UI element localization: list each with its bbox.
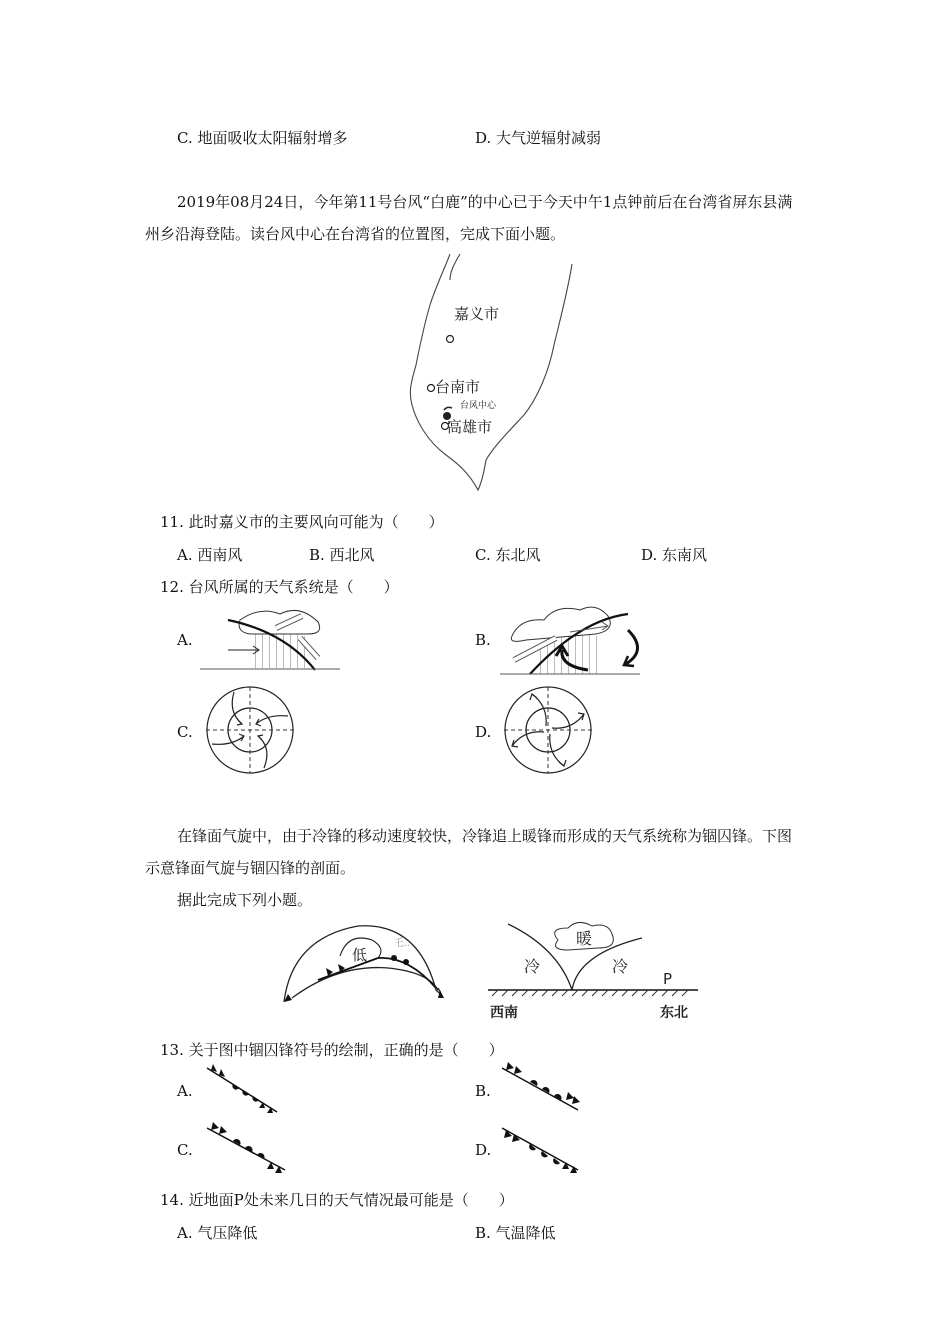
warm-air-label: 暖 — [576, 929, 593, 948]
taiwan-map — [400, 250, 590, 500]
point-p-label: P — [663, 970, 673, 988]
jiayi-label: 嘉义市 — [454, 305, 500, 323]
northeast-label: 东北 — [660, 1005, 688, 1021]
q11-option-d: D. 东南风 — [641, 546, 708, 564]
q13-option-d: D. — [475, 1141, 492, 1159]
q14-option-a: A. 气压降低 — [177, 1224, 258, 1242]
q12-a-front-diagram — [200, 608, 340, 673]
occluded-intro: 在锋面气旋中，由于冷锋的移动速度较快，冷锋追上暖锋而形成的天气系统称为锢囚锋。下图示意锋面气旋与锢囚锋的剖面。 — [145, 827, 793, 877]
jiayi-city-marker — [447, 336, 454, 343]
q13-option-b: B. — [475, 1082, 491, 1100]
frontal-cyclone-diagram — [278, 918, 453, 1008]
q13-option-a: A. — [177, 1082, 193, 1100]
q11-option-a: A. 西南风 — [177, 546, 243, 564]
q11-stem: 11. 此时嘉义市的主要风向可能为（ ） — [160, 513, 444, 531]
q13-d-front-symbol — [500, 1122, 580, 1174]
kaohsiung-label: 高雄市 — [447, 418, 493, 436]
q12-option-b: B. — [475, 631, 491, 649]
southwest-label: 西南 — [490, 1005, 518, 1021]
q13-b-front-symbol — [500, 1062, 580, 1114]
typhoon-center-label: 台风中心 — [460, 401, 497, 411]
occluded-front-section — [488, 918, 703, 1023]
q13-a-front-symbol — [205, 1064, 280, 1116]
option-c-prev: C. 地面吸收太阳辐射增多 — [177, 129, 348, 147]
cold-air-left-label: 冷 — [524, 957, 541, 976]
typhoon-intro: 2019年08月24日，今年第11号台风“白鹿”的中心已于今天中午1点钟前后在台湾省屏东县满州乡沿海登陆。读台风中心在台湾省的位置图，完成下面小题。 — [145, 193, 793, 243]
q13-stem: 13. 关于图中锢囚锋符号的绘制，正确的是（ ） — [160, 1041, 504, 1059]
q14-option-b: B. 气温降低 — [475, 1224, 556, 1242]
q12-c-cyclone-diagram — [204, 686, 296, 774]
q12-option-a: A. — [177, 631, 193, 649]
q12-option-d: D. — [475, 723, 492, 741]
low-pressure-label: 低 — [352, 946, 368, 964]
cold-air-right-label: 冷 — [612, 957, 629, 976]
occluded-instruction: 据此完成下列小题。 — [177, 891, 313, 909]
q12-stem: 12. 台风所属的天气系统是（ ） — [160, 578, 399, 596]
tainan-label: 台南市 — [435, 378, 481, 396]
q11-option-b: B. 西北风 — [309, 546, 375, 564]
q14-stem: 14. 近地面P处未来几日的天气情况最可能是（ ） — [160, 1191, 514, 1209]
faint-mark: 乇.. — [394, 938, 411, 949]
tainan-city-marker — [428, 385, 435, 392]
q12-b-front-diagram — [500, 600, 650, 678]
q12-d-anticyclone-diagram — [502, 686, 594, 774]
q13-c-front-symbol — [205, 1122, 287, 1174]
option-d-prev: D. 大气逆辐射减弱 — [475, 129, 602, 147]
q12-option-c: C. — [177, 723, 193, 741]
q13-option-c: C. — [177, 1141, 193, 1159]
q11-option-c: C. 东北风 — [475, 546, 541, 564]
